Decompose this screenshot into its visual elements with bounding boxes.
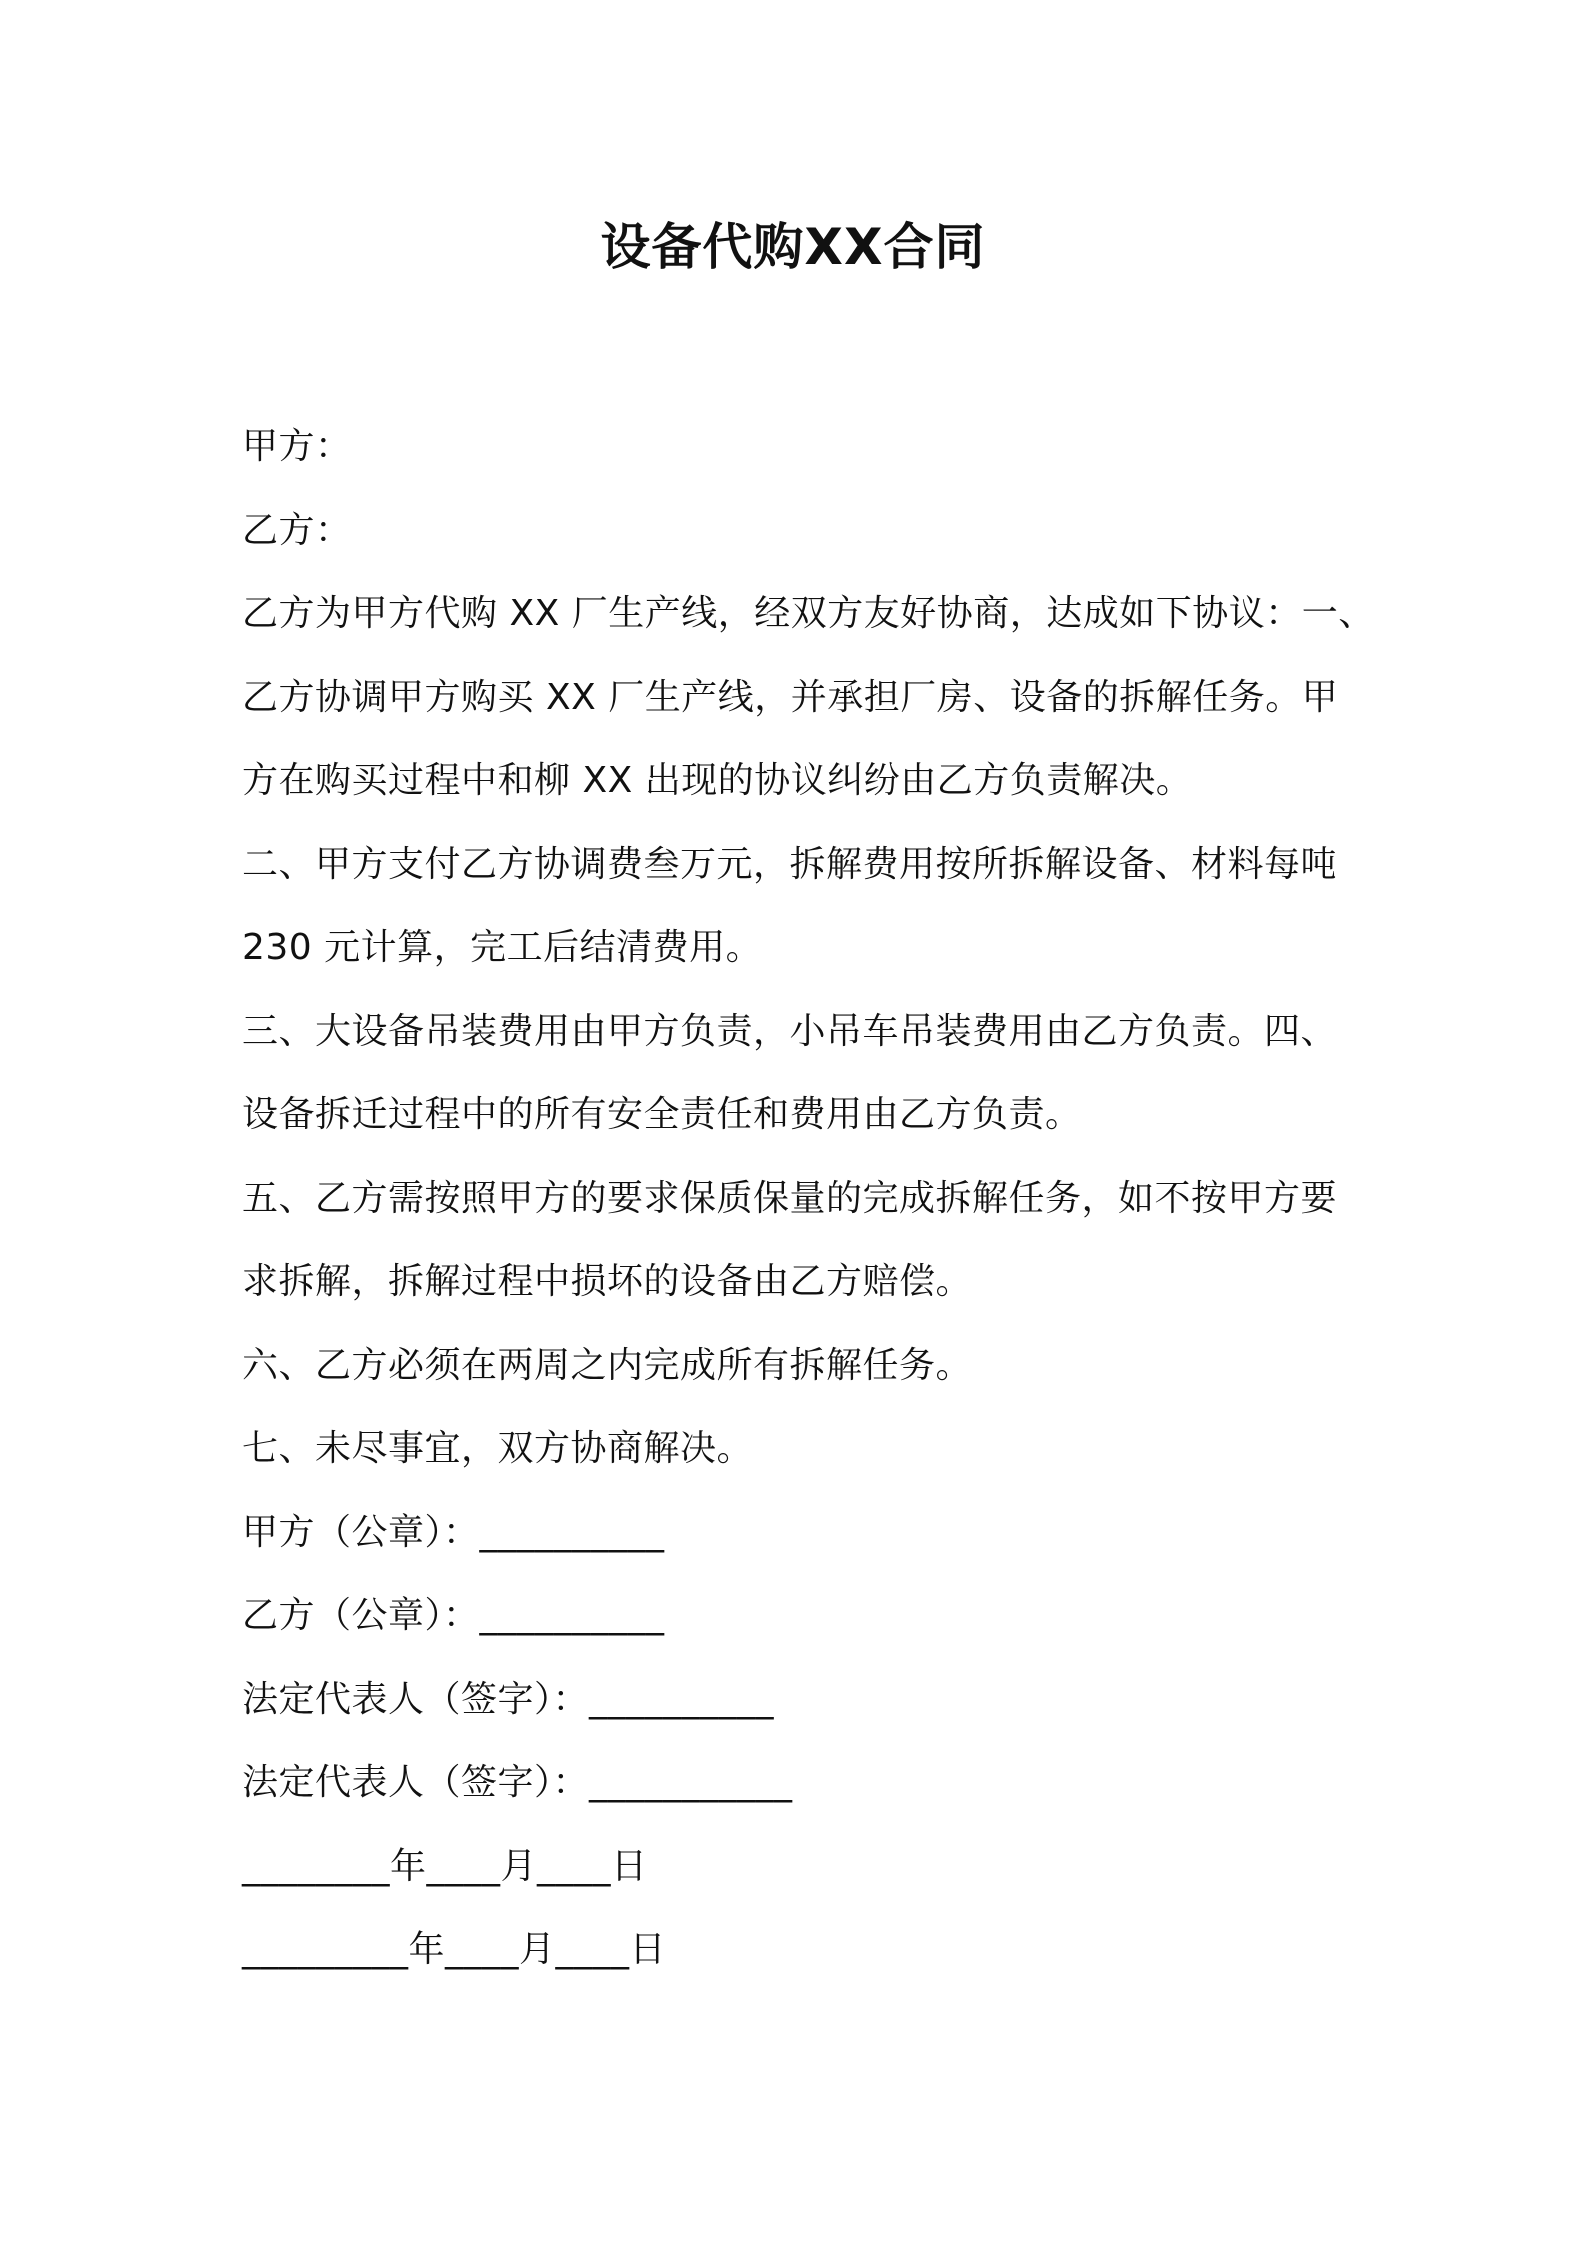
legal-representative-signature-1: 法定代表人（签字）：__________: [242, 1678, 775, 1720]
document-title: 设备代购XX合同: [600, 218, 986, 276]
party-a-line: 甲方：: [242, 426, 352, 467]
clause-5-line-1: 五、乙方需按照甲方的要求保质保量的完成拆解任务，如不按甲方要: [242, 1177, 1338, 1219]
clause-4-line: 设备拆迁过程中的所有安全责任和费用由乙方负责。: [242, 1094, 1082, 1135]
party-b-seal-line: 乙方（公章）：__________: [242, 1595, 665, 1636]
date-line-1: ________年____月____日: [242, 1845, 648, 1887]
party-a-seal-line: 甲方（公章）：__________: [242, 1511, 665, 1553]
legal-representative-signature-2: 法定代表人（签字）：___________: [242, 1762, 793, 1803]
clause-6-line: 六、乙方必须在两周之内完成所有拆解任务。: [242, 1344, 973, 1386]
clause-3-line-1: 三、大设备吊装费用由甲方负责，小吊车吊装费用由乙方负责。四、: [242, 1010, 1338, 1052]
clause-2-line-2: 230 元计算，完工后结清费用。: [242, 927, 763, 968]
clause-5-line-2: 求拆解，拆解过程中损坏的设备由乙方赔偿。: [242, 1261, 973, 1302]
date-line-2: _________年____月____日: [242, 1929, 666, 1970]
clause-7-line: 七、未尽事宜，双方协商解决。: [242, 1428, 754, 1469]
intro-paragraph-line-2: 乙方协调甲方购买 XX 厂生产线，并承担厂房、设备的拆解任务。甲: [242, 676, 1339, 718]
intro-paragraph-line-1: 乙方为甲方代购 XX 厂生产线，经双方友好协商，达成如下协议：一、: [242, 593, 1375, 634]
party-b-line: 乙方：: [242, 509, 352, 551]
document-body: [242, 405, 1375, 1992]
clause-2-line-1: 二、甲方支付乙方协调费叁万元，拆解费用按所拆解设备、材料每吨: [242, 843, 1338, 885]
intro-paragraph-line-3: 方在购买过程中和柳 XX 出现的协议纠纷由乙方负责解决。: [242, 760, 1193, 801]
